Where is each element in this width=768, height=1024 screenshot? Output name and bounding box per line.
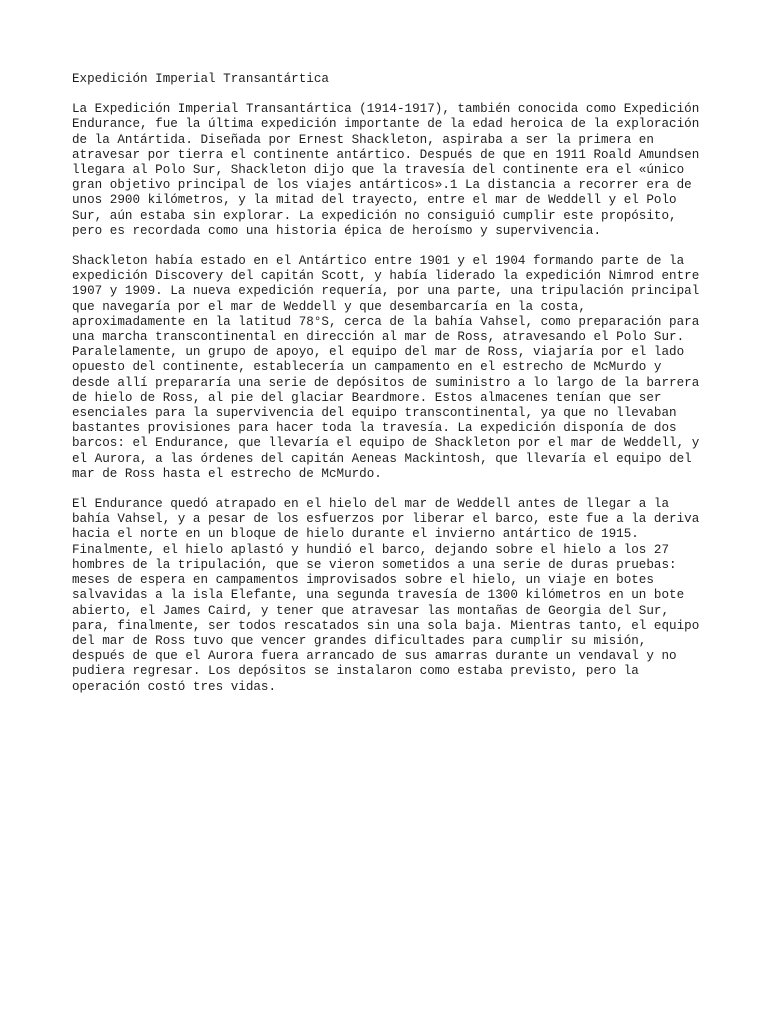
paragraph-line: Endurance, fue la última expedición importante de la edad heroica de la exploración	[72, 117, 700, 132]
paragraph-line: Paralelamente, un grupo de apoyo, el equipo del mar de Ross, viajaría por el lado	[72, 345, 685, 360]
paragraph-line: Shackleton había estado en el Antártico entre 1901 y el 1904 formando parte de la	[72, 254, 685, 269]
paragraph-line: Sur, aún estaba sin explorar. La expedición no consiguió cumplir este propósito,	[72, 208, 677, 223]
paragraph-line: desde allí prepararía una serie de depósitos de suministro a lo largo de la barrera	[72, 375, 700, 390]
paragraph-line: de hielo de Ross, al pie del glaciar Beardmore. Estos almacenes tenían que ser	[72, 390, 662, 405]
paragraph-line: después de que el Aurora fuera arrancado de sus amarras durante un vendaval y no	[72, 649, 677, 664]
paragraph-line: abierto, el James Caird, y tener que atravesar las montañas de Georgia del Sur,	[72, 603, 670, 618]
paragraph-line: hombres de la tripulación, que se vieron sometidos a una serie de duras pruebas:	[72, 557, 677, 572]
paragraph-line: pero es recordada como una historia épica de heroísmo y supervivencia.	[72, 223, 602, 238]
document-page	[72, 72, 702, 710]
paragraph-line: mar de Ross hasta el estrecho de McMurdo.	[72, 466, 382, 481]
paragraph-line: aproximadamente en la latitud 78°S, cerca de la bahía Vahsel, como preparación para	[72, 314, 700, 329]
paragraph-line: atravesar por tierra el continente antártico. Después de que en 1911 Roald Amundsen	[72, 147, 700, 162]
paragraph-line: para, finalmente, ser todos rescatados sin una sola baja. Mientras tanto, el equipo	[72, 618, 700, 633]
paragraph-line: una marcha transcontinental en dirección al mar de Ross, atravesando el Polo Sur.	[72, 330, 685, 345]
paragraph-line: bahía Vahsel, y a pesar de los esfuerzos por liberar el barco, este fue a la deriva	[72, 512, 700, 527]
paragraph-line: barcos: el Endurance, que llevaría el equipo de Shackleton por el mar de Weddell, y	[72, 436, 700, 451]
paragraph-line: 1907 y 1909. La nueva expedición requería, por una parte, una tripulación principal	[72, 284, 700, 299]
paragraph-line: gran objetivo principal de los viajes antárticos».1 La distancia a recorrer era de	[72, 178, 692, 193]
paragraph-line: de la Antártida. Diseñada por Ernest Shackleton, aspiraba a ser la primera en	[72, 132, 654, 147]
document-title: Expedición Imperial Transantártica	[72, 72, 329, 86]
paragraph-line: el Aurora, a las órdenes del capitán Aeneas Mackintosh, que llevaría el equipo del	[72, 451, 692, 466]
paragraph-line: Finalmente, el hielo aplastó y hundió el barco, dejando sobre el hielo a los 27	[72, 542, 670, 557]
paragraph-line: operación costó tres vidas.	[72, 679, 277, 694]
paragraph-line: salvavidas a la isla Elefante, una segunda travesía de 1300 kilómetros en un bote	[72, 588, 685, 603]
paragraph-line: bastantes provisiones para hacer toda la travesía. La expedición disponía de dos	[72, 421, 677, 436]
paragraph-line: del mar de Ross tuvo que vencer grandes dificultades para cumplir su misión,	[72, 633, 647, 648]
paragraph-line: La Expedición Imperial Transantártica (1914-1917), también conocida como Expedición	[72, 102, 700, 117]
paragraph-line: pudiera regresar. Los depósitos se instalaron como estaba previsto, pero la	[72, 664, 639, 679]
paragraph-1	[72, 102, 702, 239]
paragraph-line: que navegaría por el mar de Weddell y que desembarcaría en la costa,	[72, 299, 586, 314]
paragraph-line: El Endurance quedó atrapado en el hielo del mar de Weddell antes de llegar a la	[72, 497, 670, 512]
paragraph-line: meses de espera en campamentos improvisados sobre el hielo, un viaje en botes	[72, 573, 654, 588]
paragraph-2	[72, 254, 702, 482]
paragraph-line: hacia el norte en un bloque de hielo durante el invierno antártico de 1915.	[72, 527, 639, 542]
paragraph-line: unos 2900 kilómetros, y la mitad del trayecto, entre el mar de Weddell y el Polo	[72, 193, 677, 208]
paragraph-line: esenciales para la supervivencia del equipo transcontinental, ya que no llevaban	[72, 406, 677, 421]
paragraph-line: expedición Discovery del capitán Scott, y había liderado la expedición Nimrod entre	[72, 269, 700, 284]
paragraph-line: opuesto del continente, establecería un campamento en el estrecho de McMurdo y	[72, 360, 662, 375]
paragraph-line: llegara al Polo Sur, Shackleton dijo que la travesía del continente era el «único	[72, 163, 685, 178]
paragraph-3	[72, 497, 702, 695]
